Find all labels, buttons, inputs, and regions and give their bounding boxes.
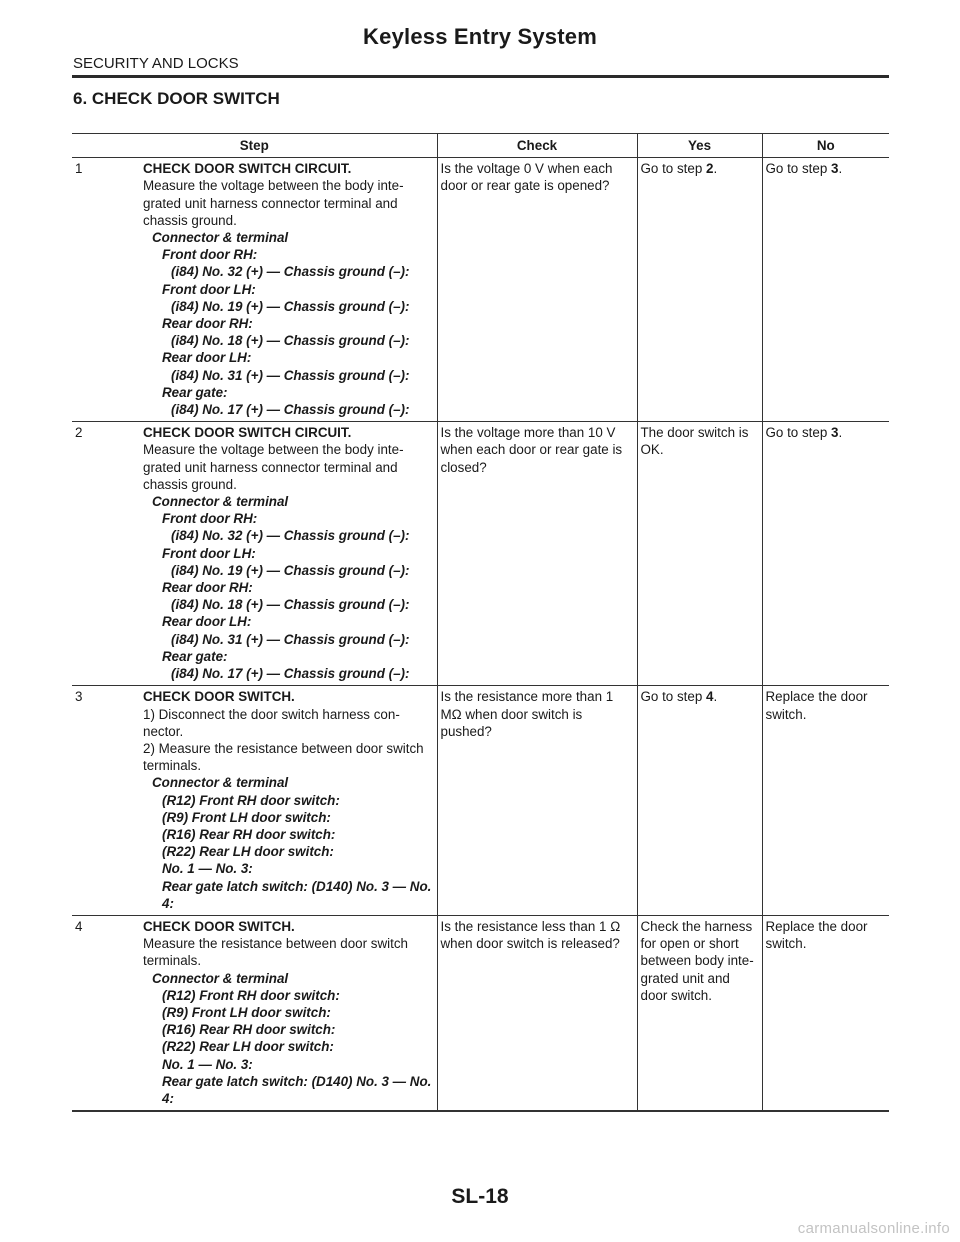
terminal-spec: No. 1 — No. 3: <box>162 1056 253 1072</box>
step-number: 1 <box>75 161 83 177</box>
column-header-step: Step <box>72 134 437 158</box>
check-cell: Is the resistance less than 1 Ω when door switch is released? <box>437 915 637 1111</box>
column-header-yes: Yes <box>637 134 762 158</box>
terminal-spec: (i84) No. 31 (+) — Chassis ground (–): <box>171 631 410 647</box>
table-row <box>72 915 889 1111</box>
no-cell: Go to step 3. <box>762 422 889 686</box>
terminal-spec: (i84) No. 31 (+) — Chassis ground (–): <box>171 367 410 383</box>
no-text: Go to step <box>765 425 832 441</box>
step-title: CHECK DOOR SWITCH CIRCUIT. <box>143 425 352 441</box>
step-instruction: Measure the voltage between the body inte- grated unit harness connector terminal and chassis ground. <box>143 178 404 228</box>
terminal-spec: (i84) No. 18 (+) — Chassis ground (–): <box>171 597 410 613</box>
check-cell: Is the voltage 0 V when each door or rear gate is opened? <box>437 158 637 422</box>
terminal-spec: (R16) Rear RH door switch: <box>162 826 336 842</box>
terminal-label: Rear gate: <box>162 384 228 400</box>
step-cell <box>72 422 437 686</box>
step-title: CHECK DOOR SWITCH. <box>143 689 295 705</box>
terminal-spec: (i84) No. 19 (+) — Chassis ground (–): <box>171 562 410 578</box>
table-row <box>72 686 889 916</box>
yes-text: Go to step <box>640 161 707 177</box>
terminal-spec: Rear gate latch switch: (D140) No. 3 — No. 4: <box>162 878 432 911</box>
column-header-check: Check <box>437 134 637 158</box>
table-row <box>72 422 889 686</box>
terminal-spec: (R12) Front RH door switch: <box>162 987 340 1003</box>
step-cell <box>72 158 437 422</box>
terminal-spec: (i84) No. 18 (+) — Chassis ground (–): <box>171 333 410 349</box>
terminal-spec: (i84) No. 32 (+) — Chassis ground (–): <box>171 528 410 544</box>
no-step-ref: 3 <box>831 425 839 441</box>
terminal-spec: (R12) Front RH door switch: <box>162 792 340 808</box>
step-cell <box>72 915 437 1111</box>
yes-step-ref: 2 <box>706 161 714 177</box>
connector-label: Connector & terminal <box>152 494 289 510</box>
yes-text: Go to step <box>640 689 707 705</box>
step-number: 2 <box>75 425 83 441</box>
connector-label: Connector & terminal <box>152 775 289 791</box>
page-number: SL-18 <box>451 1185 509 1208</box>
step-instruction: 1) Disconnect the door switch harness con- nector. <box>143 706 400 739</box>
terminal-label: Front door LH: <box>162 545 256 561</box>
terminal-spec: (i84) No. 17 (+) — Chassis ground (–): <box>171 666 410 682</box>
step-title: CHECK DOOR SWITCH. <box>143 918 295 934</box>
terminal-spec: Rear gate latch switch: (D140) No. 3 — No. 4: <box>162 1073 432 1106</box>
terminal-spec: (R9) Front LH door switch: <box>162 1004 331 1020</box>
yes-step-ref: 4 <box>706 689 714 705</box>
terminal-spec: (R22) Rear LH door switch: <box>162 844 334 860</box>
step-title: CHECK DOOR SWITCH CIRCUIT. <box>143 161 352 177</box>
table-row <box>72 158 889 422</box>
terminal-spec: No. 1 — No. 3: <box>162 861 253 877</box>
section-label: SECURITY AND LOCKS <box>73 55 239 72</box>
terminal-label: Front door RH: <box>162 247 258 263</box>
no-cell: Replace the door switch. <box>762 686 889 916</box>
check-cell: Is the voltage more than 10 V when each door or rear gate is closed? <box>437 422 637 686</box>
connector-label: Connector & terminal <box>152 970 289 986</box>
no-step-ref: 3 <box>831 161 839 177</box>
terminal-spec: (R16) Rear RH door switch: <box>162 1022 336 1038</box>
terminal-label: Front door LH: <box>162 281 256 297</box>
diagnosis-table <box>72 133 889 1112</box>
step-instruction: 2) Measure the resistance between door switch terminals. <box>143 740 424 774</box>
yes-cell: Go to step 4. <box>637 686 762 916</box>
terminal-spec: (i84) No. 19 (+) — Chassis ground (–): <box>171 298 410 314</box>
terminal-label: Front door RH: <box>162 511 258 527</box>
terminal-spec: (R9) Front LH door switch: <box>162 809 331 825</box>
header-rule <box>72 75 889 78</box>
step-instruction: Measure the voltage between the body inte- grated unit harness connector terminal and chassis ground. <box>143 442 404 492</box>
terminal-label: Rear door LH: <box>162 350 252 366</box>
connector-label: Connector & terminal <box>152 230 289 246</box>
document-title: Keyless Entry System <box>363 24 597 49</box>
table-header-row <box>72 134 889 158</box>
terminal-label: Rear door RH: <box>162 580 253 596</box>
column-header-no: No <box>762 134 889 158</box>
yes-cell: Go to step 2. <box>637 158 762 422</box>
terminal-label: Rear door RH: <box>162 316 253 332</box>
terminal-label: Rear door LH: <box>162 614 252 630</box>
terminal-spec: (i84) No. 32 (+) — Chassis ground (–): <box>171 264 410 280</box>
no-text: Go to step <box>765 161 832 177</box>
terminal-spec: (R22) Rear LH door switch: <box>162 1039 334 1055</box>
step-number: 3 <box>75 689 83 705</box>
step-cell <box>72 686 437 916</box>
terminal-label: Rear gate: <box>162 648 228 664</box>
step-number: 4 <box>75 918 83 934</box>
yes-cell: Check the harness for open or short between body inte- grated unit and door switch. <box>637 915 762 1111</box>
check-cell: Is the resistance more than 1 MΩ when door switch is pushed? <box>437 686 637 916</box>
no-cell: Replace the door switch. <box>762 915 889 1111</box>
terminal-spec: (i84) No. 17 (+) — Chassis ground (–): <box>171 402 410 418</box>
no-cell: Go to step 3. <box>762 158 889 422</box>
watermark: carmanualsonline.info <box>797 1220 950 1237</box>
yes-cell: The door switch is OK. <box>637 422 762 686</box>
section-heading: 6. CHECK DOOR SWITCH <box>73 89 280 108</box>
step-instruction: Measure the resistance between door switch terminals. <box>143 936 408 969</box>
